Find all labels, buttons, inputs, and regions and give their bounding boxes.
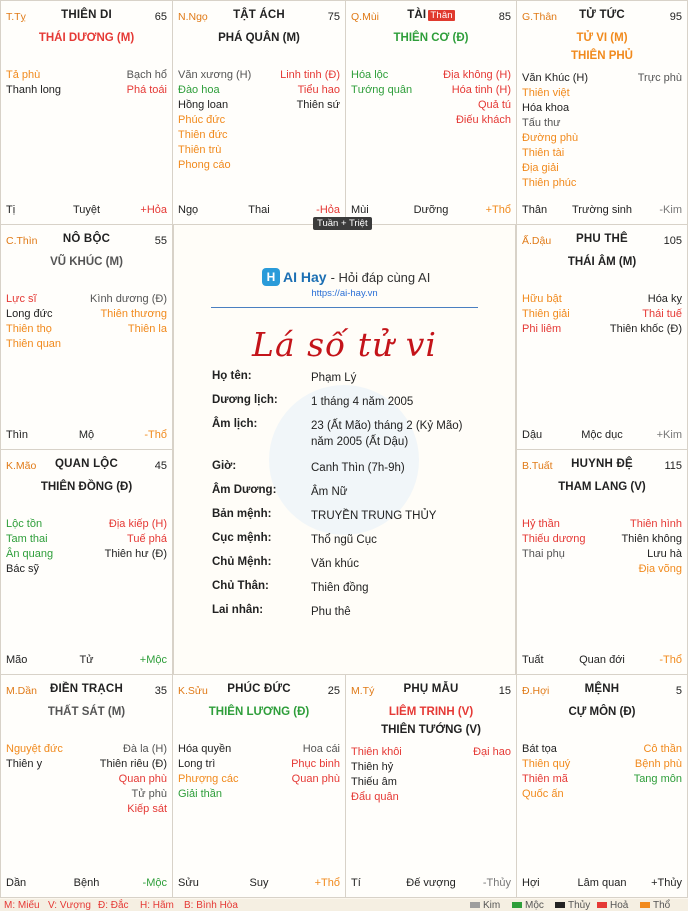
major-star: VŨ KHÚC (M): [50, 256, 123, 268]
minor-star: Thiên khôi: [351, 746, 402, 758]
minor-star: Phá toái: [126, 84, 167, 96]
palace-age: 105: [663, 235, 682, 247]
tuan-triet-tooltip: Tuần + Triệt: [313, 217, 372, 230]
palace-name-text: PHU THÊ: [576, 233, 628, 245]
palace-name-text: TẬT ÁCH: [233, 9, 285, 21]
footer-element: +Thổ: [485, 204, 511, 216]
palace-cell[interactable]: [172, 674, 346, 898]
footer-branch: Mão: [6, 654, 28, 666]
palace-age: 5: [675, 685, 682, 697]
minor-star: Linh tinh (Đ): [280, 69, 340, 81]
minor-star: Kiếp sát: [127, 803, 167, 815]
minor-star: Đẩu quân: [351, 791, 399, 803]
palace-name-text: QUAN LỘC: [55, 458, 118, 470]
footer-branch: Tuất: [522, 654, 544, 666]
info-value: [311, 556, 359, 572]
footer-stage: Tuyệt: [72, 204, 101, 216]
center-info-panel: [173, 224, 516, 675]
aihay-logo-icon: H: [262, 268, 280, 286]
palace-age: 45: [154, 460, 167, 472]
legend-item: H: Hãm: [140, 900, 174, 911]
palace-branch: B.Tuất: [522, 460, 553, 472]
legend-item: M: Miếu: [4, 900, 40, 911]
info-label: Họ tên:: [212, 370, 252, 382]
minor-stars-left: [522, 742, 570, 802]
minor-star: Thái tuế: [642, 308, 682, 320]
minor-stars-left: [6, 517, 53, 577]
legend-item: Đ: Đắc: [98, 900, 129, 911]
minor-stars-left: [522, 292, 570, 337]
minor-star: Văn xương (H): [178, 69, 252, 81]
than-tag: Thân: [430, 10, 453, 21]
palace-age: 25: [327, 685, 340, 697]
palace-age: 65: [154, 11, 167, 23]
minor-star: Trực phù: [637, 72, 682, 84]
minor-star: Ân quang: [6, 548, 54, 560]
info-label: Lai nhân:: [212, 604, 264, 616]
minor-star: Địa không (H): [443, 69, 511, 81]
minor-star: Phúc đức: [178, 114, 226, 126]
minor-star: Bác sỹ: [6, 563, 40, 575]
minor-star: Thiên thọ: [6, 323, 52, 335]
minor-stars-right: [127, 68, 167, 98]
minor-star: Bạch hổ: [126, 69, 167, 81]
footer-stage: Tử: [79, 654, 94, 666]
palace-branch: K.Mão: [6, 460, 37, 472]
minor-stars-left: [6, 292, 61, 352]
major-star: THIÊN CƠ (Đ): [393, 32, 469, 44]
minor-stars-right: [634, 742, 682, 787]
footer-stage: Mộ: [78, 429, 95, 441]
footer-element: +Mộc: [139, 654, 167, 666]
minor-star: Thiếu dương: [522, 533, 586, 545]
info-label: Dương lịch:: [212, 394, 278, 406]
palace-name: [522, 9, 682, 21]
palace-name: [6, 458, 167, 470]
minor-star: Tướng quân: [351, 84, 413, 96]
major-star: CỰ MÔN (Đ): [568, 706, 636, 718]
footer-element: +Thủy: [651, 877, 682, 889]
minor-stars-right: [90, 292, 167, 337]
aihay-slogan: - Hỏi đáp cùng AI: [330, 269, 431, 285]
info-value-line: TRUYỀN TRUNG THỦY: [311, 510, 437, 522]
info-value-line: năm 2005 (Ất Dậu): [311, 436, 409, 448]
info-label: Chủ Thân:: [212, 580, 269, 592]
info-value: [311, 532, 377, 548]
info-label: Bản mệnh:: [212, 508, 272, 520]
minor-star: Hóa quyền: [178, 743, 232, 755]
minor-star: Thiên không: [621, 533, 682, 545]
palace-branch: Đ.Hợi: [522, 685, 550, 697]
palace-header: [522, 233, 682, 249]
palace-footer: [522, 204, 682, 218]
palace-age: 85: [498, 11, 511, 23]
footer-element: -Mộc: [142, 877, 167, 889]
footer-stage: Dưỡng: [413, 204, 449, 216]
minor-star: Thiên việt: [522, 87, 570, 99]
minor-star: Địa giải: [522, 162, 559, 174]
palace-cell[interactable]: [516, 0, 688, 225]
footer-branch: Mùi: [351, 204, 369, 216]
palace-name: [351, 9, 511, 21]
footer-stage: Suy: [249, 877, 269, 889]
palace-footer: [6, 877, 167, 891]
footer-branch: Ngọ: [178, 204, 199, 216]
minor-star: Thiên la: [127, 323, 167, 335]
minor-star: Đại hao: [473, 746, 511, 758]
info-value: [311, 580, 369, 596]
chart-title: Lá số tử vi: [252, 325, 437, 364]
legend-item: V: Vượng: [48, 900, 91, 911]
minor-star: Thiên hình: [630, 518, 682, 530]
footer-branch: Tí: [351, 877, 361, 889]
footer-element: +Thổ: [314, 877, 340, 889]
minor-star: Bệnh phù: [634, 758, 682, 770]
footer-stage: Quan đới: [579, 654, 625, 666]
minor-star: Tử phù: [131, 788, 167, 800]
info-value: [311, 394, 413, 410]
element-label: Thổ: [653, 900, 671, 911]
palace-cell[interactable]: [516, 674, 688, 898]
footer-element: -Thổ: [659, 654, 682, 666]
palace-branch: Ấ.Dậu: [522, 235, 552, 247]
palace-age: 15: [498, 685, 511, 697]
minor-star: Thiếu âm: [351, 776, 397, 788]
element-label: Thủy: [568, 900, 591, 911]
footer-branch: Thìn: [6, 429, 29, 441]
palace-branch: M.Dần: [6, 685, 37, 697]
minor-stars-left: [178, 68, 251, 173]
footer-stage: Lâm quan: [577, 877, 627, 889]
palace-name: [6, 233, 167, 245]
minor-star: Quan phù: [291, 773, 340, 785]
minor-stars-left: [6, 742, 63, 772]
legend-item: B: Bình Hòa: [184, 900, 238, 911]
minor-stars-right: [443, 68, 511, 128]
minor-star: Tiểu hao: [297, 84, 340, 96]
minor-star: Kình dương (Đ): [90, 293, 167, 305]
minor-star: Thiên hỷ: [351, 761, 394, 773]
minor-star: Tang môn: [633, 773, 682, 785]
minor-star: Quan phù: [118, 773, 167, 785]
minor-star: Long trì: [178, 758, 216, 770]
info-label: Cục mệnh:: [212, 532, 272, 544]
minor-star: Hóa lộc: [351, 69, 389, 81]
header-divider: [211, 307, 478, 308]
palace-footer: [178, 204, 340, 218]
minor-star: Hóa tinh (H): [451, 84, 511, 96]
minor-star: Tấu thư: [522, 117, 561, 129]
palace-name-text: MỆNH: [584, 683, 620, 695]
info-value-line: Thổ ngũ Cục: [311, 534, 377, 546]
minor-star: Long đức: [6, 308, 53, 320]
palace-header: [522, 458, 682, 474]
minor-star: Đường phù: [522, 132, 579, 144]
minor-star: Phong cáo: [178, 159, 231, 171]
palace-name: [522, 233, 682, 245]
palace-header: [6, 458, 167, 474]
palace-branch: G.Thân: [522, 11, 558, 23]
minor-star: Đà la (H): [122, 743, 167, 755]
minor-star: Thiên hư (Đ): [104, 548, 167, 560]
minor-star: Hữu bật: [522, 293, 562, 305]
minor-star: Tam thai: [6, 533, 48, 545]
minor-star: Tuế phá: [127, 533, 167, 545]
footer-branch: Dậu: [522, 429, 543, 441]
minor-star: Phi liêm: [522, 323, 562, 335]
major-star: THẤT SÁT (M): [47, 706, 126, 718]
footer-element: +Kim: [656, 429, 682, 441]
minor-star: Thiên phúc: [522, 177, 577, 189]
minor-star: Thai phụ: [522, 548, 565, 560]
footer-element: -Kim: [659, 204, 682, 216]
footer-element: +Hỏa: [140, 204, 167, 216]
minor-star: Phục binh: [291, 758, 340, 770]
minor-star: Nguyệt đức: [6, 743, 63, 755]
footer-stage: Thai: [248, 204, 270, 216]
palace-header: [6, 233, 167, 249]
element-swatch: [555, 902, 565, 908]
element-label: Hoả: [610, 900, 629, 911]
minor-stars-right: [105, 517, 167, 562]
minor-star: Hóa khoa: [522, 102, 570, 114]
minor-star: Giải thần: [178, 788, 223, 800]
major-star: TỬ VI (M): [576, 32, 628, 44]
minor-star: Thiên trù: [178, 144, 222, 156]
minor-star: Lực sĩ: [6, 293, 37, 305]
palace-name-text: TÀI: [407, 9, 427, 21]
minor-star: Hóa kỵ: [647, 293, 682, 305]
info-value-line: 1 tháng 4 năm 2005: [311, 396, 414, 408]
minor-stars-right: [473, 745, 511, 760]
footer-element: -Hỏa: [316, 204, 340, 216]
palace-branch: Q.Mùi: [351, 11, 380, 23]
minor-star: Hỷ thần: [522, 518, 560, 530]
palace-header: [351, 683, 511, 699]
palace-cell[interactable]: [345, 0, 517, 225]
palace-name-text: NÔ BỘC: [62, 233, 111, 245]
palace-footer: [6, 204, 167, 218]
minor-star: Thanh long: [6, 84, 62, 96]
minor-star: Thiên đức: [178, 129, 228, 141]
palace-cell[interactable]: [0, 674, 173, 898]
minor-star: Phượng các: [178, 773, 239, 785]
palace-cell[interactable]: [0, 224, 173, 450]
minor-stars-right: [610, 292, 682, 337]
footer-element: -Thủy: [482, 877, 511, 889]
palace-footer: [522, 877, 682, 891]
minor-star: Lộc tồn: [6, 518, 43, 530]
palace-footer: [6, 429, 167, 443]
palace-name: [522, 458, 682, 470]
palace-footer: [522, 429, 682, 443]
palace-cell[interactable]: [345, 674, 517, 898]
minor-stars-right: [638, 71, 682, 86]
palace-header: [522, 683, 682, 699]
info-label: Giờ:: [212, 460, 237, 472]
palace-name-text: PHỤ MẪU: [403, 683, 459, 695]
minor-stars-left: [351, 745, 402, 805]
minor-stars-left: [351, 68, 412, 98]
footer-stage: Đế vượng: [406, 877, 456, 889]
info-value-line: Âm Nữ: [311, 486, 348, 498]
palace-age: 35: [154, 685, 167, 697]
info-value: [311, 604, 351, 620]
footer-element: -Thổ: [144, 429, 167, 441]
minor-star: Quả tú: [477, 99, 511, 111]
major-star: THIÊN LƯƠNG (Đ): [208, 706, 310, 718]
footer-stage: Trường sinh: [571, 204, 633, 216]
palace-name: [351, 683, 511, 695]
palace-name-text: ĐIỀN TRẠCH: [50, 683, 123, 695]
minor-stars-right: [291, 742, 340, 787]
minor-star: Thiên mã: [522, 773, 568, 785]
major-star: THÁI ÂM (M): [567, 256, 637, 268]
palace-branch: C.Thìn: [6, 235, 38, 247]
info-label: Âm lịch:: [212, 418, 258, 430]
minor-star: Hồng loan: [178, 99, 229, 111]
info-value-line: Phạm Lý: [311, 372, 357, 384]
minor-star: Văn Khúc (H): [522, 72, 589, 84]
minor-star: Cô thần: [643, 743, 682, 755]
palace-age: 115: [664, 460, 682, 472]
palace-footer: [351, 204, 511, 218]
legend-bar: [0, 899, 688, 911]
footer-stage: Bệnh: [73, 877, 100, 889]
info-value: [311, 418, 462, 450]
footer-branch: Hợi: [522, 877, 540, 889]
aihay-url-link[interactable]: https://ai-hay.vn: [311, 288, 378, 299]
major-star: PHÁ QUÂN (M): [218, 32, 300, 44]
element-swatch: [512, 902, 522, 908]
palace-name-text: THIÊN DI: [61, 9, 112, 21]
minor-star: Quốc ấn: [522, 788, 564, 800]
palace-name-text: TỬ TỨC: [579, 9, 625, 21]
palace-age: 75: [327, 11, 340, 23]
info-value: [311, 484, 347, 500]
palace-header: [6, 9, 167, 25]
palace-age: 55: [154, 235, 167, 247]
minor-star: Thiên quan: [6, 338, 62, 350]
palace-cell[interactable]: [0, 0, 173, 225]
palace-cell[interactable]: [516, 449, 688, 675]
footer-stage: Mộc dục: [581, 429, 623, 441]
palace-cell[interactable]: [172, 0, 346, 225]
minor-star: Tả phù: [6, 69, 41, 81]
minor-star: Địa võng: [638, 563, 682, 575]
palace-name-text: HUYNH ĐỆ: [571, 458, 633, 470]
minor-star: Thiên tài: [522, 147, 565, 159]
minor-star: Thiên quý: [522, 758, 571, 770]
palace-name: [178, 683, 340, 695]
minor-stars-right: [280, 68, 340, 113]
minor-star: Địa kiếp (H): [108, 518, 167, 530]
element-label: Mộc: [525, 900, 544, 911]
palace-branch: K.Sửu: [178, 685, 208, 697]
info-label: Âm Dương:: [212, 484, 277, 496]
footer-branch: Sửu: [178, 877, 199, 889]
footer-branch: Dần: [6, 877, 27, 889]
info-value-line: 23 (Ất Mão) tháng 2 (Kỷ Mão): [311, 420, 463, 432]
palace-header: [522, 9, 682, 25]
minor-star: Hoa cái: [302, 743, 340, 755]
minor-star: Thiên sứ: [296, 99, 340, 111]
info-value-line: Thiên đồng: [311, 582, 369, 594]
element-swatch: [640, 902, 650, 908]
aihay-logo[interactable]: [262, 267, 430, 287]
palace-footer: [351, 877, 511, 891]
minor-stars-left: [178, 742, 238, 802]
footer-branch: Tị: [6, 204, 16, 216]
palace-cell[interactable]: [0, 449, 173, 675]
info-value-line: Phu thê: [311, 606, 351, 618]
minor-stars-left: [522, 71, 588, 191]
palace-footer: [178, 877, 340, 891]
minor-star: Thiên riêu (Đ): [99, 758, 167, 770]
minor-star: Điếu khách: [455, 114, 511, 126]
palace-header: [351, 9, 511, 25]
info-label: Chủ Mệnh:: [212, 556, 272, 568]
major-star: THIÊN ĐỒNG (Đ): [40, 481, 133, 493]
minor-stars-right: [100, 742, 167, 817]
palace-branch: M.Tý: [351, 685, 375, 697]
palace-name-text: PHÚC ĐỨC: [227, 683, 291, 695]
minor-star: Đào hoa: [178, 84, 220, 96]
minor-stars-left: [522, 517, 586, 562]
palace-branch: T.Tỵ: [6, 11, 26, 23]
element-label: Kim: [483, 900, 501, 911]
palace-name: [6, 683, 167, 695]
palace-age: 95: [669, 11, 682, 23]
element-swatch: [470, 902, 480, 908]
minor-star: Thiên giải: [522, 308, 570, 320]
minor-stars-right: [621, 517, 682, 577]
info-value: [311, 370, 356, 386]
element-swatch: [597, 902, 607, 908]
minor-star: Lưu hà: [647, 548, 682, 560]
minor-star: Thiên y: [6, 758, 43, 770]
aihay-brand: AI Hay: [283, 269, 327, 285]
palace-footer: [6, 654, 167, 668]
palace-name: [6, 9, 167, 21]
minor-stars-left: [6, 68, 61, 98]
info-value: [311, 508, 436, 524]
major-star: THIÊN TƯỚNG (V): [381, 724, 481, 736]
palace-name: [178, 9, 340, 21]
palace-header: [178, 9, 340, 25]
palace-branch: N.Ngọ: [178, 11, 208, 23]
palace-header: [178, 683, 340, 699]
palace-footer: [522, 654, 682, 668]
minor-star: Thiên khốc (Đ): [609, 323, 682, 335]
major-star: LIÊM TRINH (V): [388, 706, 474, 718]
minor-star: Thiên thương: [100, 308, 167, 320]
palace-header: [6, 683, 167, 699]
info-value-line: Canh Thìn (7h-9h): [311, 462, 405, 474]
info-value: [311, 460, 405, 476]
palace-cell[interactable]: [516, 224, 688, 450]
major-star: THAM LANG (V): [558, 481, 646, 493]
palace-name: [522, 683, 682, 695]
major-star: THÁI DƯƠNG (M): [38, 32, 135, 44]
minor-star: Bát tọa: [522, 743, 557, 755]
major-star: THIÊN PHỦ: [571, 50, 633, 62]
footer-branch: Thân: [522, 204, 548, 216]
info-value-line: Văn khúc: [311, 558, 359, 570]
